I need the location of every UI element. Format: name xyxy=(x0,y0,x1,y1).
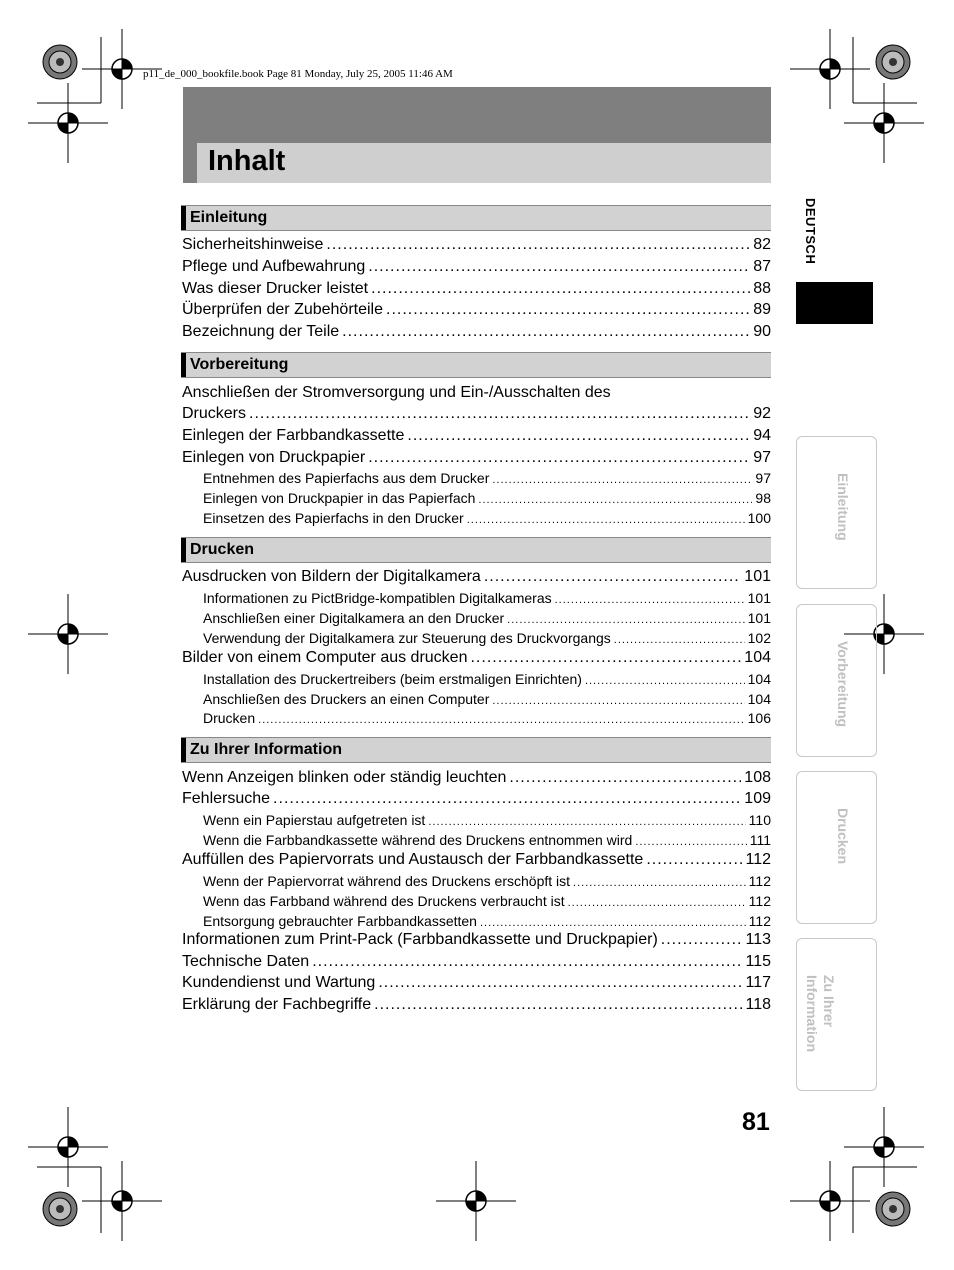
section-header-einleitung xyxy=(181,205,771,231)
page-number: 81 xyxy=(742,1108,770,1136)
toc-subentry[interactable]: Anschließen des Druckers an einen Computer ..... 104 xyxy=(203,691,771,707)
toc-subentry[interactable]: Installation des Druckertreibers (beim erstmaligen Einrichten) ..... 104 xyxy=(203,671,771,687)
toc-entry[interactable]: Bilder von einem Computer aus drucken ..... 104 xyxy=(182,649,771,667)
file-info: p11_de_000_bookfile.book Page 81 Monday, July 25, 2005 11:46 AM xyxy=(143,68,453,80)
section-title: Vorbereitung xyxy=(190,356,289,373)
toc-subentry[interactable]: Einsetzen des Papierfachs in den Drucker ..... 100 xyxy=(203,510,771,526)
toc-subentry[interactable]: Anschließen einer Digitalkamera an den Drucker ..... 101 xyxy=(203,610,771,626)
toc-entry[interactable]: Einlegen von Druckpapier ..... 97 xyxy=(182,449,771,467)
toc-subentry[interactable]: Verwendung der Digitalkamera zur Steuerung des Druckvorgangs ..... 102 xyxy=(203,630,771,646)
side-tab-einleitung[interactable]: Einleitung xyxy=(796,436,877,589)
toc-entry[interactable]: Ausdrucken von Bildern der Digitalkamera ..... 101 xyxy=(182,568,771,586)
toc-subentry[interactable]: Drucken ..... 106 xyxy=(203,710,771,726)
side-tab-vorbereitung[interactable]: Vorbereitung xyxy=(796,604,877,757)
toc-subentry[interactable]: Wenn das Farbband während des Druckens verbraucht ist ..... 112 xyxy=(203,893,771,909)
toc-entry[interactable]: Druckers ..... 92 xyxy=(182,405,771,423)
toc-entry[interactable]: Pflege und Aufbewahrung ..... 87 xyxy=(182,258,771,276)
toc-entry[interactable]: Wenn Anzeigen blinken oder ständig leuchten ..... 108 xyxy=(182,769,771,787)
toc-entry[interactable]: Einlegen der Farbbandkassette ..... 94 xyxy=(182,427,771,445)
toc-subentry[interactable]: Informationen zu PictBridge-kompatiblen Digitalkameras ..... 101 xyxy=(203,590,771,606)
section-header-zu-ihrer-information xyxy=(181,737,771,763)
toc-entry[interactable]: Kundendienst und Wartung ..... 117 xyxy=(182,974,771,992)
section-header-drucken xyxy=(181,537,771,563)
toc-entry[interactable]: Sicherheitshinweise ..... 82 xyxy=(182,236,771,254)
section-title: Drucken xyxy=(190,541,255,558)
toc-entry[interactable]: Fehlersuche ..... 109 xyxy=(182,790,771,808)
section-header-vorbereitung xyxy=(181,352,771,378)
section-title: Einleitung xyxy=(190,209,268,226)
page-title: Inhalt xyxy=(208,145,286,177)
side-tab-drucken[interactable]: Drucken xyxy=(796,771,877,924)
toc-entry[interactable]: Technische Daten ..... 115 xyxy=(182,953,771,971)
language-marker-block xyxy=(796,282,873,324)
toc-subentry[interactable]: Einlegen von Druckpapier in das Papierfach ..... 98 xyxy=(203,490,771,506)
toc-entry[interactable]: Bezeichnung der Teile ..... 90 xyxy=(182,323,771,341)
toc-subentry[interactable]: Entsorgung gebrauchter Farbbandkassetten ..... 112 xyxy=(203,913,771,929)
toc-entry[interactable]: Was dieser Drucker leistet ..... 88 xyxy=(182,280,771,298)
toc-entry-line[interactable]: Anschließen der Stromversorgung und Ein-/Ausschalten des xyxy=(182,384,611,401)
toc-entry[interactable]: Auffüllen des Papiervorrats und Austausch der Farbbandkassette ..... 112 xyxy=(182,851,771,869)
section-title: Zu Ihrer Information xyxy=(190,741,342,758)
toc-subentry[interactable]: Wenn ein Papierstau aufgetreten ist ..... 110 xyxy=(203,812,771,828)
toc-subentry[interactable]: Wenn der Papiervorrat während des Druckens erschöpft ist ..... 112 xyxy=(203,873,771,889)
toc-entry[interactable]: Erklärung der Fachbegriffe ..... 118 xyxy=(182,996,771,1014)
toc-entry[interactable]: Überprüfen der Zubehörteile ..... 89 xyxy=(182,301,771,319)
toc-subentry[interactable]: Wenn die Farbbandkassette während des Druckens entnommen wird ..... 111 xyxy=(203,832,771,848)
toc-entry[interactable]: Informationen zum Print-Pack (Farbbandkassette und Druckpapier) ..... 113 xyxy=(182,931,771,949)
language-label: DEUTSCH xyxy=(803,198,818,265)
toc-subentry[interactable]: Entnehmen des Papierfachs aus dem Drucker ..... 97 xyxy=(203,470,771,486)
side-tab-zu-ihrer-information[interactable]: Zu Ihrer Information xyxy=(796,938,877,1091)
